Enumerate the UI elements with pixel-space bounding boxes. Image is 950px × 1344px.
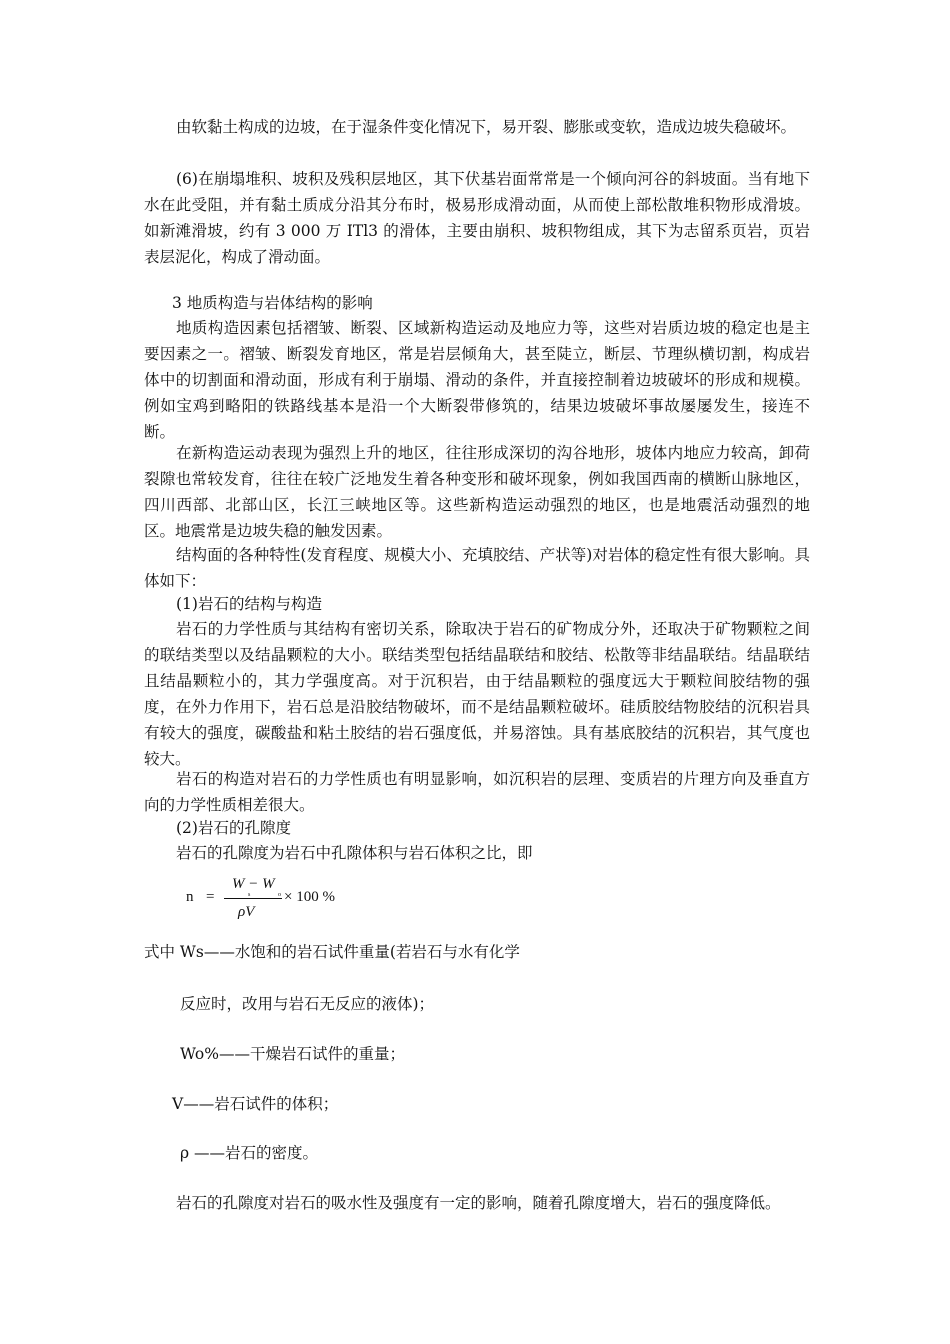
formula-factor: × 100 % xyxy=(284,889,335,905)
paragraph-rock-mechanics: 岩石的力学性质与其结构有密切关系，除取决于岩石的矿物成分外，还取决于矿物颗粒之间的联结类型以及结晶颗粒的大小。联结类型包括结晶联结和胶结、松散等非结晶联结。结晶联结且结晶颗粒小的，其力学强度高。对于沉积岩，由于结晶颗粒的强度远大于颗粒间胶结物的强度，在外力作用下，岩石总是沿胶结物破坏，而不是结晶颗粒破坏。硅质胶结物胶结的沉积岩具有较大的强度，碳酸盐和粘土胶结的岩石强度低，并易溶蚀。具有基底胶结的沉积岩，其气度也较大。 xyxy=(144,620,810,768)
subheading-structure: (1)岩石的结构与构造 xyxy=(176,595,322,613)
paragraph-rock-fabric: 岩石的构造对岩石的力学性质也有明显影响，如沉积岩的层理、变质岩的片理方向及垂直方向的力学性质相差很大。 xyxy=(144,770,810,814)
formula-lhs: n xyxy=(186,889,194,905)
paragraph-structural-planes: 结构面的各种特性(发育程度、规模大小、充填胶结、产状等)对岩体的稳定性有很大影响。具体如下： xyxy=(144,546,810,590)
formula-numerator: W − W xyxy=(232,876,275,892)
fraction-bar xyxy=(224,898,282,899)
porosity-definition: 岩石的孔隙度为岩石中孔隙体积与岩石体积之比，即 xyxy=(176,844,533,862)
paragraph-item-6: (6)在崩塌堆积、坡积及残积层地区，其下伏基岩面常常是一个倾向河谷的斜坡面。当有地下水在此受阻，并有黏土质成分沿其分布时，极易形成滑动面，从而使上部松散堆积物形成滑坡。如新滩滑坡，约有 3 000 万 ITl3 的滑体，主要由崩积、坡积物组成，其下为志留系页岩，页岩表层泥化，构成了滑动面。 xyxy=(144,170,810,266)
section-heading: 3 地质构造与岩体结构的影响 xyxy=(172,294,373,312)
paragraph-porosity-effect: 岩石的孔隙度对岩石的吸水性及强度有一定的影响，随着孔隙度增大，岩石的强度降低。 xyxy=(176,1194,781,1212)
formula-subscript-o: o xyxy=(278,892,281,898)
where-line-ws-cont: 反应时，改用与岩石无反应的液体)； xyxy=(180,995,435,1013)
where-line-ws: 式中 Ws——水饱和的岩石试件重量(若岩石与水有化学 xyxy=(144,943,520,961)
formula-denominator: ρV xyxy=(238,904,255,920)
subheading-porosity: (2)岩石的孔隙度 xyxy=(176,819,291,837)
where-line-v: V——岩石试件的体积； xyxy=(172,1095,339,1113)
where-line-rho: ρ ——岩石的密度。 xyxy=(180,1144,319,1162)
where-line-wo: Wo%——干燥岩石试件的重量； xyxy=(180,1045,405,1063)
paragraph-neotectonics: 在新构造运动表现为强烈上升的地区，往往形成深切的沟谷地形，坡体内地应力较高，卸荷裂隙也常较发育，往往在较广泛地发生着各种变形和破坏现象，例如我国西南的横断山脉地区，四川西部、北部山区，长江三峡地区等。这些新构造运动强烈的地区，也是地震活动强烈的地区。地震常是边坡失稳的触发因素。 xyxy=(144,444,810,540)
formula-equals: = xyxy=(206,889,215,905)
paragraph-geologic-structure: 地质构造因素包括褶皱、断裂、区域新构造运动及地应力等，这些对岩质边坡的稳定也是主要因素之一。褶皱、断裂发育地区，常是岩层倾角大，甚至陡立，断层、节理纵横切割，构成岩体中的切割面和滑动面，形成有利于崩塌、滑动的条件，并直接控制着边坡破坏的形成和规模。例如宝鸡到略阳的铁路线基本是沿一个大断裂带修筑的，结果边坡破坏事故屡屡发生，接连不断。 xyxy=(144,319,810,441)
porosity-formula xyxy=(186,872,386,932)
paragraph-soft-clay: 由软黏土构成的边坡，在于湿条件变化情况下，易开裂、膨胀或变软，造成边坡失稳破坏。 xyxy=(176,118,797,136)
formula-subscript-s: s xyxy=(248,892,251,898)
